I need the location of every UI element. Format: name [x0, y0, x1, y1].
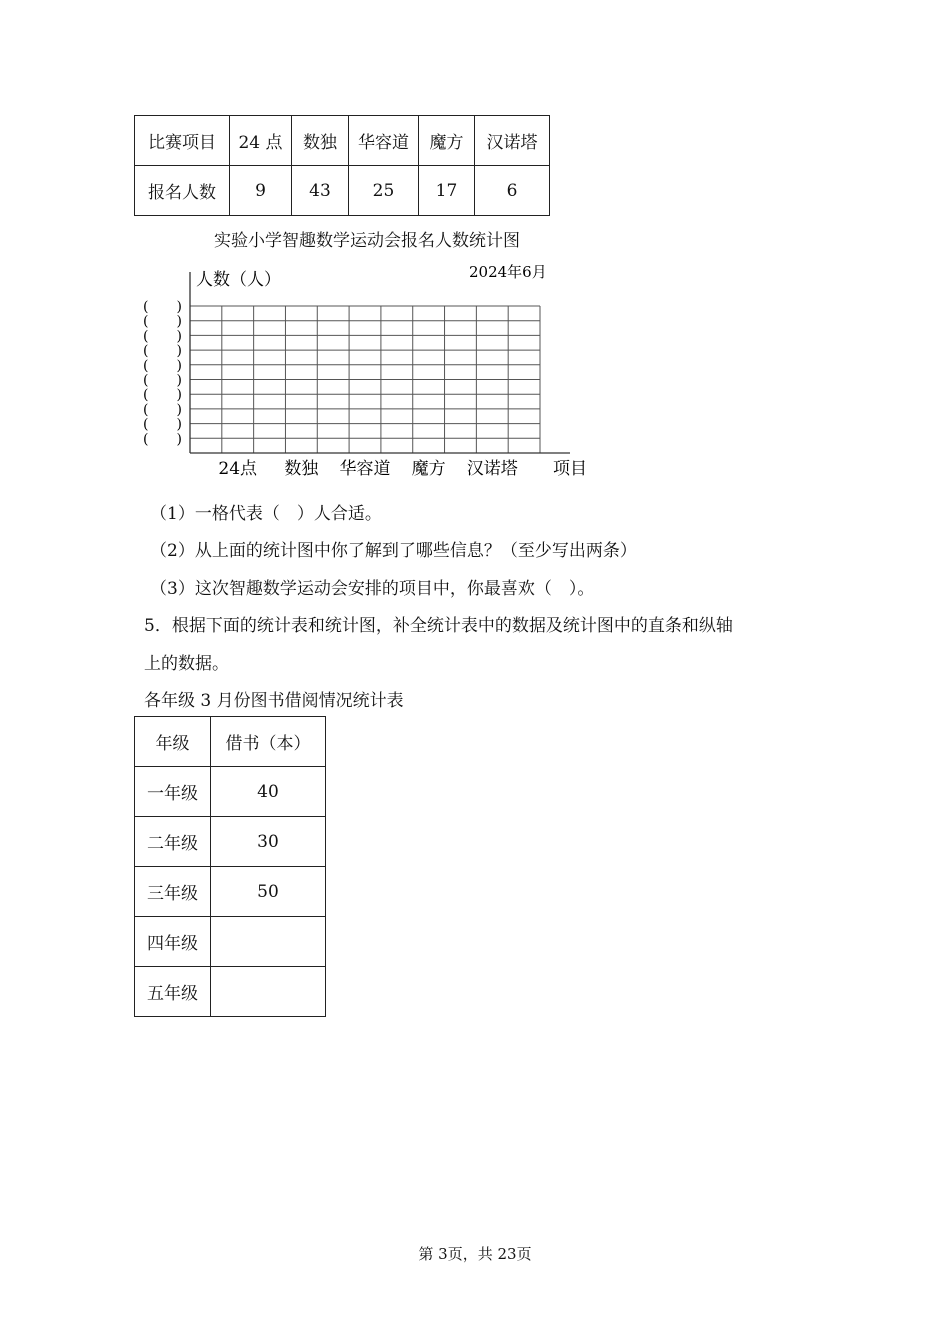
y-axis-label: 人数（人） — [196, 270, 281, 290]
table-cell-grade: 三年级 — [135, 867, 211, 917]
x-tick-label: 华容道 — [339, 459, 391, 479]
table-cell-books — [211, 967, 326, 1017]
y-tick-label: ( ) — [143, 343, 182, 360]
borrowing-table — [134, 716, 326, 1017]
question-3: （3）这次智趣数学运动会安排的项目中，你最喜欢（ ）。 — [150, 579, 595, 599]
table-header-cell: 年级 — [135, 717, 211, 767]
table-cell: 25 — [349, 166, 419, 216]
table-header-cell: 比赛项目 — [135, 116, 230, 166]
question-1: （1）一格代表（ ）人合适。 — [150, 504, 382, 524]
table-header-cell: 借书（本） — [211, 717, 326, 767]
table-header-cell: 数独 — [292, 116, 349, 166]
y-tick-label: ( ) — [143, 387, 182, 404]
table-cell-grade: 四年级 — [135, 917, 211, 967]
table-cell: 6 — [475, 166, 550, 216]
table-header-cell: 汉诺塔 — [475, 116, 550, 166]
x-tick-label: 魔方 — [411, 459, 446, 479]
problem-5-line-1: 5．根据下面的统计表和统计图，补全统计表中的数据及统计图中的直条和纵轴 — [144, 616, 733, 636]
table-header-cell: 24 点 — [230, 116, 292, 166]
y-tick-label: ( ) — [143, 357, 182, 374]
chart-title: 实验小学智趣数学运动会报名人数统计图 — [214, 231, 520, 251]
y-tick-label: ( ) — [143, 431, 182, 448]
table-header-cell: 华容道 — [349, 116, 419, 166]
table-caption: 各年级 3 月份图书借阅情况统计表 — [144, 691, 404, 711]
table-cell-grade: 二年级 — [135, 817, 211, 867]
table-row — [135, 767, 326, 817]
x-tick-label: 24点 — [218, 459, 258, 479]
table-header-cell: 魔方 — [419, 116, 475, 166]
y-tick-label: ( ) — [143, 416, 182, 433]
table-cell: 43 — [292, 166, 349, 216]
table-cell: 9 — [230, 166, 292, 216]
table-row — [135, 967, 326, 1017]
table-cell-books: 30 — [211, 817, 326, 867]
y-tick-label: ( ) — [143, 299, 182, 315]
y-tick-label: ( ) — [143, 401, 182, 418]
table-row — [135, 817, 326, 867]
table-cell: 17 — [419, 166, 475, 216]
table-cell-books — [211, 917, 326, 967]
problem-5-line-2: 上的数据。 — [144, 654, 229, 674]
table-cell-books: 50 — [211, 867, 326, 917]
table-row — [135, 717, 326, 767]
x-tick-label: 数独 — [284, 459, 319, 479]
chart-grid — [190, 306, 540, 453]
table-row-label: 报名人数 — [135, 166, 230, 216]
x-tick-label: 汉诺塔 — [466, 459, 518, 479]
question-2: （2）从上面的统计图中你了解到了哪些信息？（至少写出两条） — [150, 541, 637, 561]
page-footer: 第 3页，共 23页 — [418, 1245, 532, 1263]
table-row — [135, 917, 326, 967]
bar-chart — [0, 0, 950, 500]
table-cell-grade: 五年级 — [135, 967, 211, 1017]
y-tick-label: ( ) — [143, 313, 182, 330]
table-cell-grade: 一年级 — [135, 767, 211, 817]
y-tick-label: ( ) — [143, 372, 182, 389]
chart-date: 2024年6月 — [469, 263, 547, 281]
table-row — [135, 867, 326, 917]
y-tick-label: ( ) — [143, 328, 182, 345]
table-cell-books: 40 — [211, 767, 326, 817]
x-axis-label: 项目 — [553, 459, 587, 479]
